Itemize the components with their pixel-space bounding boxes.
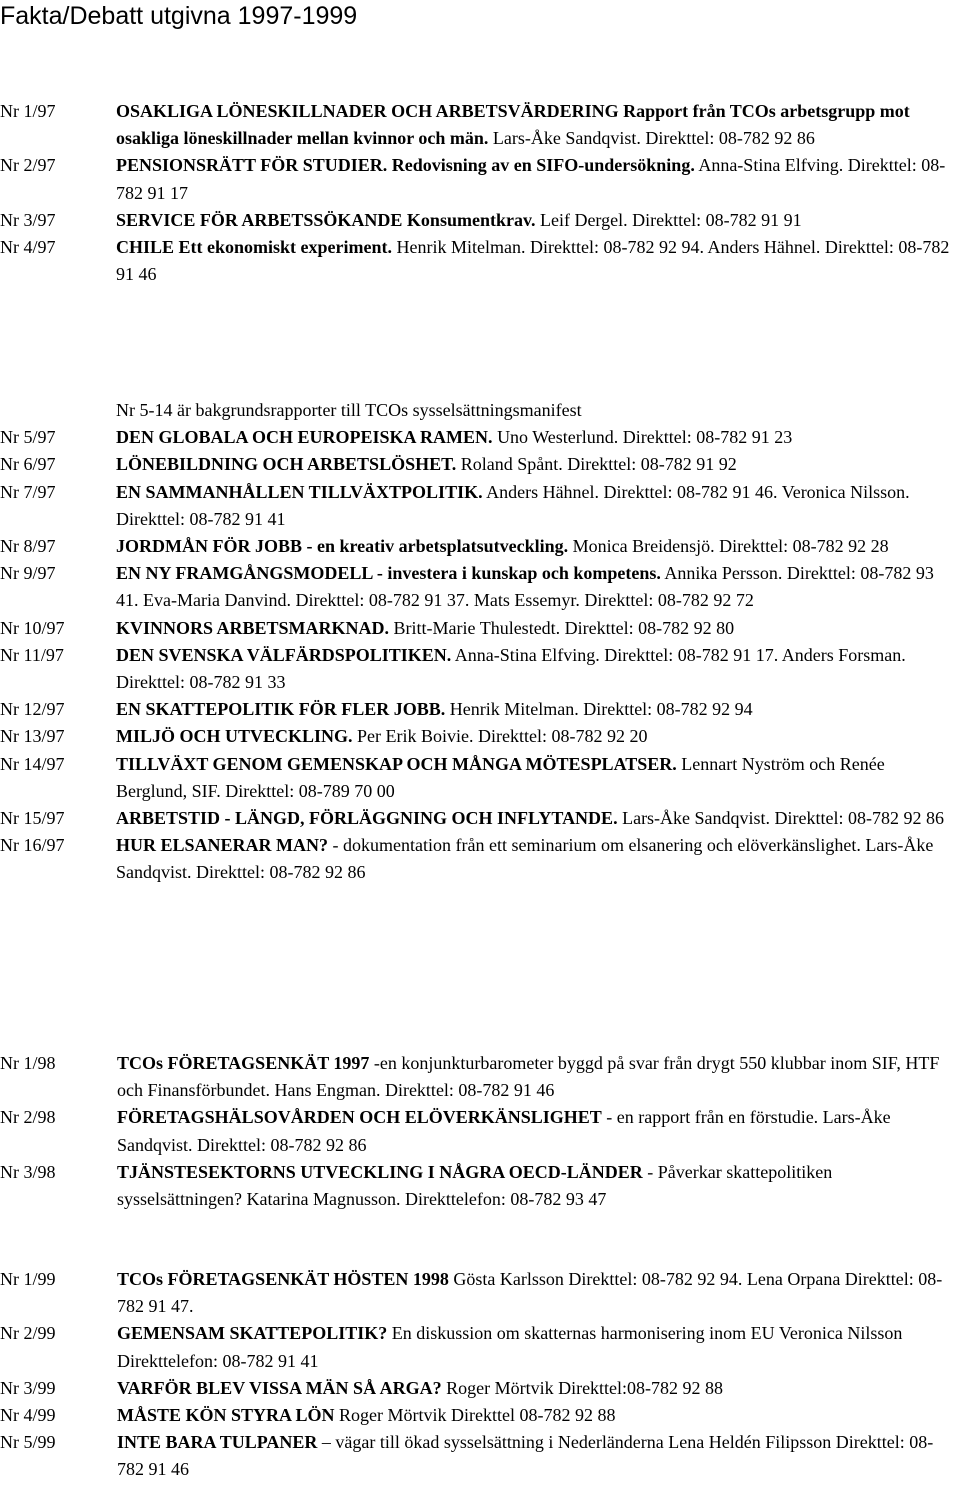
publication-number: Nr 5/97 [0,427,56,448]
publication-number: Nr 2/98 [0,1107,56,1128]
publication-entry [0,751,960,805]
publication-entry [0,560,960,614]
publication-title: EN SKATTEPOLITIK FÖR FLER JOBB. [116,699,446,720]
publication-title: VARFÖR BLEV VISSA MÄN SÅ ARGA? [117,1377,442,1398]
publication-description [117,1159,960,1213]
publication-details: Lars-Åke Sandqvist. Direkttel: 08-782 92 86 [617,808,945,829]
publication-title: EN SAMMANHÅLLEN TILLVÄXTPOLITIK. [116,481,483,502]
publication-entry [0,615,960,642]
publication-title: KVINNORS ARBETSMARKNAD. [116,617,390,638]
publication-details: Annika Persson. Direkttel: 08-782 93 41. Eva-Maria Danvind. Direkttel: 08-782 91 37. Mats Essemyr. Direkttel: 08-782 92 72 [116,563,934,611]
publication-entry [0,424,960,451]
publication-title: TJÄNSTESEKTORNS UTVECKLING I NÅGRA OECD-LÄNDER [117,1161,643,1182]
publication-entry [0,723,960,750]
publication-title: TCOs FÖRETAGSENKÄT 1997 [117,1053,370,1073]
publication-details: - Påverkar skattepolitiken sysselsättningen? Katarina Magnusson. Direkttelefon: 08-782 93 47 [117,1161,833,1210]
publication-details: Monica Breidensjö. Direkttel: 08-782 92 28 [568,536,889,557]
publication-details: Anna-Stina Elfving. Direkttel: 08-782 91 17. Anders Forsman. Direkttel: 08-782 91 33 [116,644,906,693]
section-1997-part2 [0,397,960,887]
publication-details: Lars-Åke Sandqvist. Direkttel: 08-782 92 86 [488,128,815,149]
publication-number: Nr 3/98 [0,1161,56,1182]
publication-title: SERVICE FÖR ARBETSSÖKANDE Konsumentkrav. [116,209,536,230]
publication-details: – vägar till ökad sysselsättning i Nederländerna Lena Heldén Filipsson Direkttel: 08-782 91 46 [117,1432,934,1480]
publication-entry [0,832,960,886]
publication-entry [0,1402,960,1429]
publication-details: Roland Spånt. Direkttel: 08-782 91 92 [456,454,737,475]
publication-description [116,424,960,451]
publication-entry [0,207,960,234]
publication-entry [0,234,960,288]
publication-title: INTE BARA TULPANER [117,1432,318,1453]
publication-number: Nr 1/99 [0,1269,56,1289]
publication-details: Anders Hähnel. Direkttel: 08-782 91 46. Veronica Nilsson. Direkttel: 08-782 91 41 [116,481,910,529]
publication-details: Britt-Marie Thulestedt. Direkttel: 08-782 92 80 [389,617,735,638]
publication-description [117,1429,960,1483]
publication-details: Uno Westerlund. Direkttel: 08-782 91 23 [492,427,793,448]
publication-title: MÅSTE KÖN STYRA LÖN [117,1405,335,1426]
publication-title: FÖRETAGSHÄLSOVÅRDEN OCH ELÖVERKÄNSLIGHET [117,1107,602,1128]
publication-entry [0,805,960,832]
publication-description [117,1050,960,1104]
section-1999 [0,1266,960,1484]
section-1998 [0,1050,960,1213]
publication-details: Roger Mörtvik Direkttel 08-782 92 88 [334,1405,616,1426]
publication-description [116,723,960,750]
publication-number: Nr 13/97 [0,726,65,747]
publication-number: Nr 6/97 [0,454,56,475]
publication-title: DEN GLOBALA OCH EUROPEISKA RAMEN. [116,427,493,448]
publication-description [116,751,960,805]
publication-title: ARBETSTID - LÄNGD, FÖRLÄGGNING OCH INFLYTANDE. [116,808,618,829]
publication-number: Nr 14/97 [0,753,65,774]
publication-description [117,1104,960,1158]
publication-number: Nr 1/97 [0,101,56,121]
publication-number: Nr 2/99 [0,1323,56,1344]
publication-details: Per Erik Boivie. Direkttel: 08-782 92 20 [352,726,648,747]
publication-number: Nr 16/97 [0,835,65,856]
publication-title: PENSIONSRÄTT FÖR STUDIER. Redovisning av en SIFO-undersökning. [116,155,695,176]
publication-details: - en rapport från en förstudie. Lars-Åke Sandqvist. Direkttel: 08-782 92 86 [117,1107,891,1155]
publication-description [117,1320,960,1374]
publication-details: Henrik Mitelman. Direkttel: 08-782 92 94 [445,699,753,720]
publication-entry [0,533,960,560]
publication-number: Nr 7/97 [0,481,56,502]
publication-entry [0,1375,960,1402]
publication-number: Nr 15/97 [0,808,65,829]
publication-description [116,615,960,642]
publication-entry [0,98,960,152]
publication-title: DEN SVENSKA VÄLFÄRDSPOLITIKEN. [116,644,452,665]
publication-details: Henrik Mitelman. Direkttel: 08-782 92 94. Anders Hähnel. Direkttel: 08-782 91 46 [116,237,950,285]
publication-description [116,805,960,832]
publication-details: -en konjunkturbarometer byggd på svar från drygt 550 klubbar inom SIF, HTF och Finansförbundet. Hans Engman. Direkttel: 08-782 91 46 [117,1053,940,1101]
publication-description [116,207,960,234]
publication-description [116,152,960,206]
publication-description [116,98,960,152]
publication-entry [0,1429,960,1483]
publication-title: JORDMÅN FÖR JOBB - en kreativ arbetsplatsutveckling. [116,536,569,557]
publication-description [116,479,960,533]
publication-title: GEMENSAM SKATTEPOLITIK? [117,1323,388,1344]
publication-description [117,1375,960,1402]
publication-number: Nr 3/97 [0,209,56,230]
publication-title: LÖNEBILDNING OCH ARBETSLÖSHET. [116,454,457,475]
publication-entry [0,1050,960,1104]
publication-number: Nr 5/99 [0,1432,56,1453]
publication-description [116,451,960,478]
publication-title: EN NY FRAMGÅNGSMODELL - investera i kunskap och kompetens. [116,563,661,584]
publication-details: Leif Dergel. Direkttel: 08-782 91 91 [535,209,802,230]
publication-description [116,533,960,560]
publication-title: OSAKLIGA LÖNESKILLNADER OCH ARBETSVÄRDERING Rapport från TCOs arbetsgrupp mot osakliga löneskillnader mellan kvinnor och män. [116,101,910,149]
publication-title: TILLVÄXT GENOM GEMENSKAP OCH MÅNGA MÖTESPLATSER. [116,753,677,774]
page-title: Fakta/Debatt utgivna 1997-1999 [0,2,358,30]
publication-details: Gösta Karlsson Direkttel: 08-782 92 94. Lena Orpana Direkttel: 08-782 91 47. [117,1269,943,1317]
publication-entry [0,1320,960,1374]
publication-number: Nr 4/97 [0,237,56,258]
publication-title: TCOs FÖRETAGSENKÄT HÖSTEN 1998 [117,1269,449,1289]
publication-details: Lennart Nyström och Renée Berglund, SIF. Direkttel: 08-789 70 00 [116,753,885,801]
publication-description [117,1266,960,1320]
publication-details: En diskussion om skatternas harmonisering inom EU Veronica Nilsson Direkttelefon: 08-782 91 41 [117,1323,903,1371]
publication-details: - dokumentation från ett seminarium om elsanering och elöverkänslighet. Lars-Åke Sandqvist. Direkttel: 08-782 92 86 [116,835,934,883]
publication-entry [0,1104,960,1158]
publication-description [116,234,960,288]
publication-number: Nr 11/97 [0,644,64,665]
publication-description [116,560,960,614]
section-1997-part1 [0,98,960,288]
publication-description [116,642,960,696]
publication-number: Nr 1/98 [0,1053,56,1073]
publication-number: Nr 4/99 [0,1405,56,1426]
publication-description [117,1402,960,1429]
publication-entry [0,696,960,723]
publication-description [116,832,960,886]
publication-number: Nr 2/97 [0,155,56,176]
publication-entry [0,1159,960,1213]
section-heading: Nr 5-14 är bakgrundsrapporter till TCOs sysselsättningsmanifest [116,400,582,420]
publication-number: Nr 3/99 [0,1377,56,1398]
publication-details: Anna-Stina Elfving. Direkttel: 08-782 91 17 [116,155,946,203]
publication-number: Nr 12/97 [0,699,65,720]
publication-details: Roger Mörtvik Direkttel:08-782 92 88 [441,1377,724,1398]
publication-title: CHILE Ett ekonomiskt experiment. [116,237,392,258]
publication-number: Nr 9/97 [0,563,56,584]
publication-entry [0,451,960,478]
publication-entry [0,642,960,696]
publication-description [116,696,960,723]
publication-title: MILJÖ OCH UTVECKLING. [116,726,353,747]
publication-entry [0,152,960,206]
publication-entry [0,479,960,533]
publication-title: HUR ELSANERAR MAN? [116,835,329,856]
publication-number: Nr 8/97 [0,536,56,557]
publication-entry [0,1266,960,1320]
publication-number: Nr 10/97 [0,617,65,638]
